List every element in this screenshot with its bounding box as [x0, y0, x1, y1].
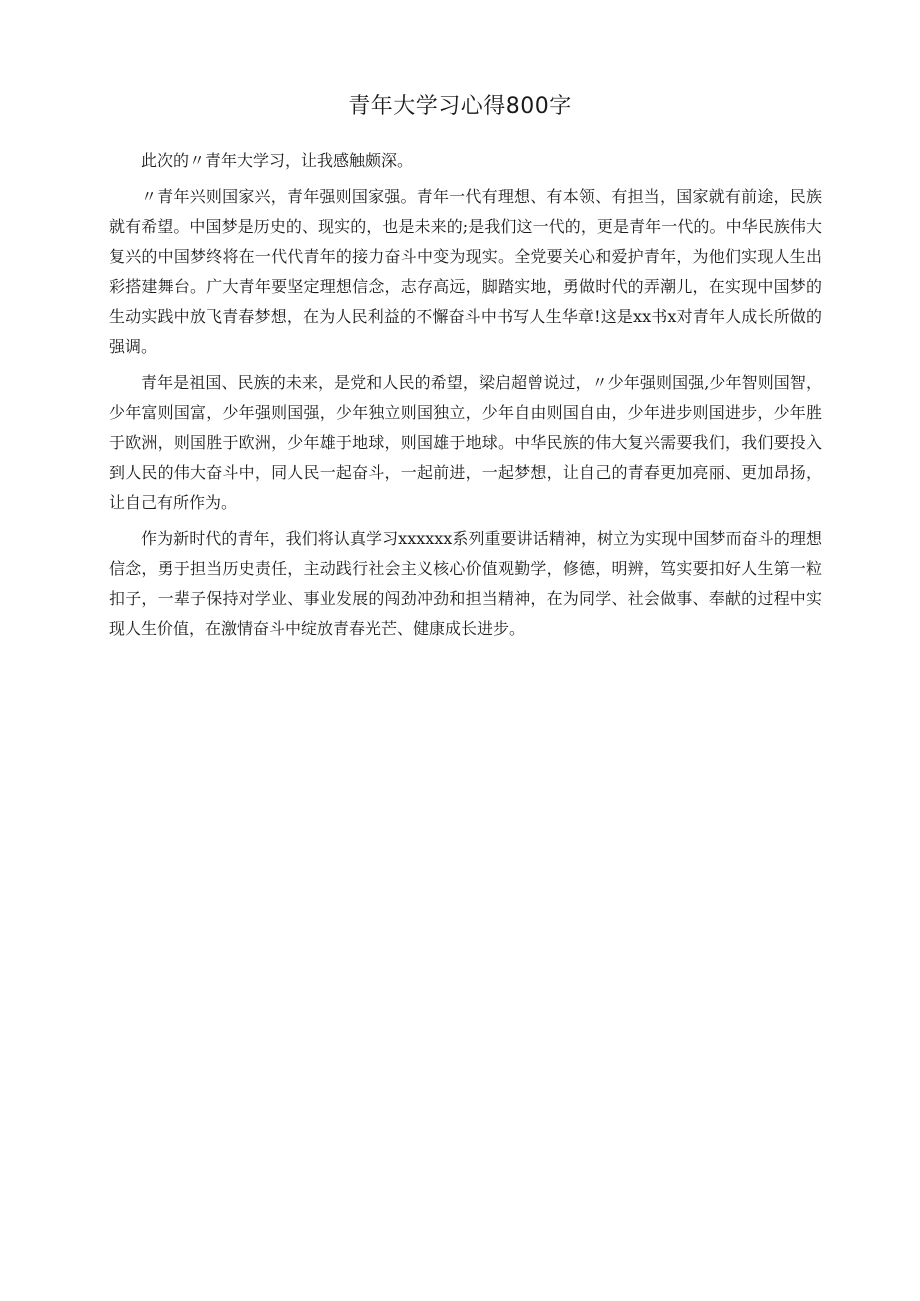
paragraph-4: 作为新时代的青年，我们将认真学习xxxxxx系列重要讲话精神，树立为实现中国梦而奋斗的理想信念，勇于担当历史责任，主动践行社会主义核心价值观勤学，修德，明辨，笃实要扣好人生第一粒扣子，一辈子保持对学业、事业发展的闯劲冲劲和担当精神，在为同学、社会做事、奉献的过程中实现人生价值，在激情奋斗中绽放青春光芒、健康成长进步。 [109, 529, 822, 638]
document-body [109, 146, 822, 650]
paragraph-1: 此次的〃青年大学习，让我感触颇深。 [141, 151, 414, 170]
document-title: 青年大学习心得800字 [348, 94, 572, 119]
paragraph-2: 〃青年兴则国家兴，青年强则国家强。青年一代有理想、有本领、有担当，国家就有前途，民族就有希望。中国梦是历史的、现实的，也是未来的;是我们这一代的，更是青年一代的。中华民族伟大复兴的中国梦终将在一代代青年的接力奋斗中变为现实。全党要关心和爱护青年，为他们实现人生出彩搭建舞台。广大青年要坚定理想信念，志存高远，脚踏实地，勇做时代的弄潮儿，在实现中国梦的生动实践中放飞青春梦想，在为人民利益的不懈奋斗中书写人生华章!这是xx书x对青年人成长所做的强调。 [109, 187, 822, 356]
paragraph-3: 青年是祖国、民族的未来，是党和人民的希望，梁启超曾说过，〃少年强则国强,少年智则国智，少年富则国富，少年强则国强，少年独立则国独立，少年自由则国自由，少年进步则国进步，少年胜于欧洲，则国胜于欧洲，少年雄于地球，则国雄于地球。中华民族的伟大复兴需要我们，我们要投入到人民的伟大奋斗中，同人民一起奋斗，一起前进，一起梦想，让自己的青春更加亮丽、更加昂扬，让自己有所作为。 [109, 373, 822, 512]
